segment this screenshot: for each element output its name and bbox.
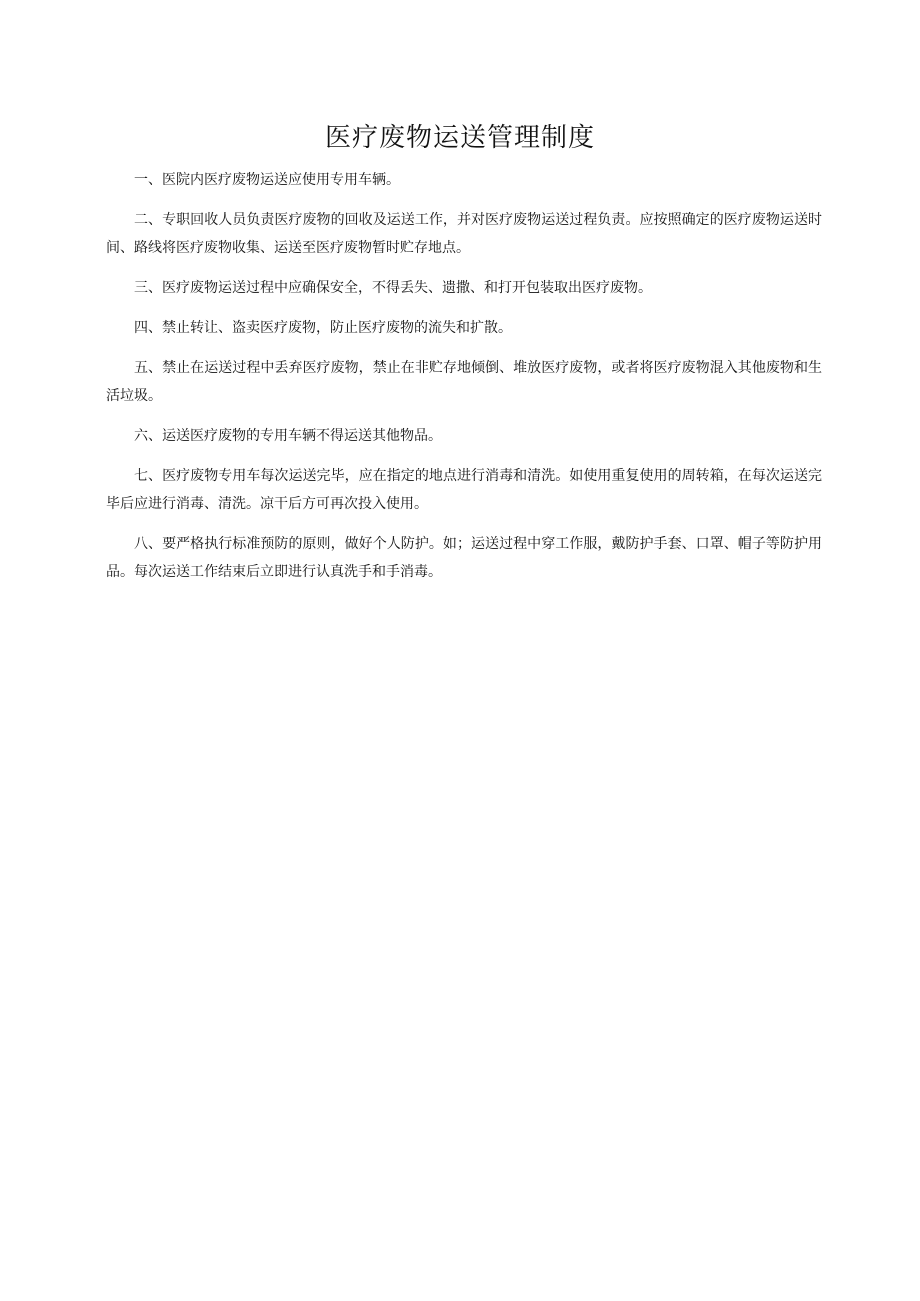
paragraph-4: 四、禁止转让、盗卖医疗废物，防止医疗废物的流失和扩散。 <box>134 320 512 336</box>
paragraph-3: 三、医疗废物运送过程中应确保安全，不得丢失、遗撒、和打开包装取出医疗废物。 <box>134 280 652 296</box>
document-body <box>106 166 822 598</box>
paragraph-6: 六、运送医疗废物的专用车辆不得运送其他物品。 <box>134 428 442 444</box>
paragraph-5: 五、禁止在运送过程中丢弃医疗废物，禁止在非贮存地倾倒、堆放医疗废物，或者将医疗废物混入其他废物和生活垃圾。 <box>106 360 822 404</box>
paragraph-1: 一、医院内医疗废物运送应使用专用车辆。 <box>134 172 400 188</box>
paragraph-8: 八、要严格执行标准预防的原则，做好个人防护。如；运送过程中穿工作服，戴防护手套、口罩、帽子等防护用品。每次运送工作结束后立即进行认真洗手和手消毒。 <box>106 536 822 580</box>
paragraph-2: 二、专职回收人员负责医疗废物的回收及运送工作，并对医疗废物运送过程负责。应按照确定的医疗废物运送时间、路线将医疗废物收集、运送至医疗废物暂时贮存地点。 <box>106 212 822 256</box>
paragraph-7: 七、医疗废物专用车每次运送完毕，应在指定的地点进行消毒和清洗。如使用重复使用的周转箱，在每次运送完毕后应进行消毒、清洗。凉干后方可再次投入使用。 <box>106 468 822 512</box>
document-title: 医疗废物运送管理制度 <box>324 123 595 153</box>
